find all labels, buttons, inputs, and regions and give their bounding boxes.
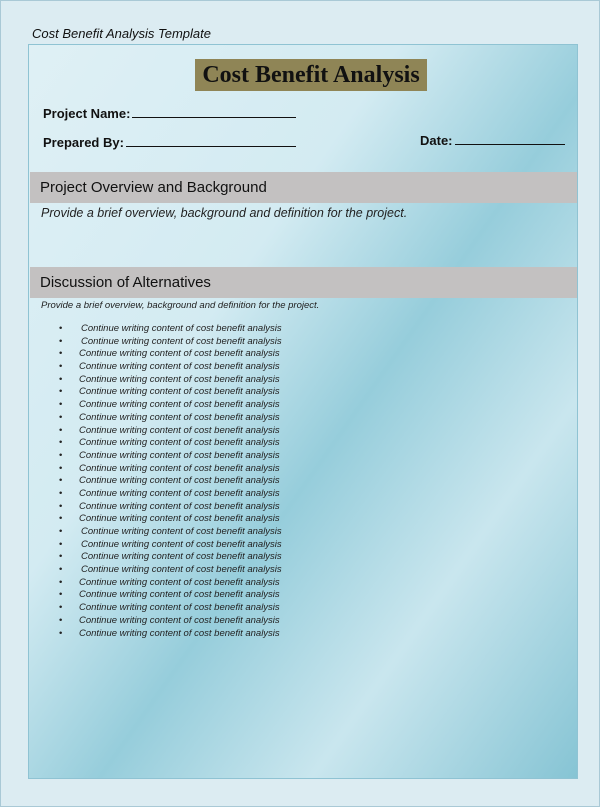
bullet-icon: • — [59, 361, 63, 373]
bullet-item — [59, 539, 282, 552]
bullet-item — [59, 348, 282, 361]
bullet-text: Continue writing content of cost benefit analysis — [79, 399, 280, 411]
bullet-text: Continue writing content of cost benefit analysis — [81, 335, 282, 347]
bullet-icon: • — [59, 475, 63, 487]
bullet-text: Continue writing content of cost benefit analysis — [81, 564, 282, 576]
overview-description: Provide a brief overview, background and definition for the project. — [41, 206, 408, 220]
bullet-item — [59, 577, 282, 590]
bullet-item — [59, 513, 282, 526]
bullet-item — [59, 386, 282, 399]
prepared-by-field[interactable] — [43, 134, 296, 150]
bullet-text: Continue writing content of cost benefit analysis — [79, 487, 280, 499]
project-name-label: Project Name: — [43, 106, 131, 121]
project-name-field[interactable] — [43, 105, 296, 121]
bullet-item — [59, 602, 282, 615]
bullet-text: Continue writing content of cost benefit analysis — [79, 348, 280, 360]
bullet-icon: • — [59, 449, 63, 461]
bullet-icon: • — [59, 373, 63, 385]
bullet-text: Continue writing content of cost benefit analysis — [79, 361, 280, 373]
bullet-icon: • — [59, 513, 63, 525]
project-name-line[interactable] — [132, 105, 296, 118]
bullet-item — [59, 475, 282, 488]
bullet-icon: • — [59, 576, 63, 588]
bullet-icon: • — [59, 551, 63, 563]
alternatives-bullet-list — [59, 323, 282, 640]
bullet-icon: • — [59, 437, 63, 449]
bullet-text: Continue writing content of cost benefit analysis — [79, 500, 280, 512]
section-heading-overview: Project Overview and Background — [30, 172, 577, 203]
bullet-text: Continue writing content of cost benefit analysis — [79, 576, 280, 588]
bullet-item — [59, 425, 282, 438]
bullet-icon: • — [59, 411, 63, 423]
bullet-icon: • — [59, 335, 63, 347]
bullet-text: Continue writing content of cost benefit analysis — [79, 513, 280, 525]
bullet-item — [59, 437, 282, 450]
bullet-item — [59, 488, 282, 501]
bullet-item — [59, 374, 282, 387]
bullet-icon: • — [59, 424, 63, 436]
alternatives-description: Provide a brief overview, background and definition for the project. — [41, 300, 320, 311]
bullet-text: Continue writing content of cost benefit analysis — [79, 627, 280, 639]
bullet-text: Continue writing content of cost benefit analysis — [79, 475, 280, 487]
bullet-item — [59, 412, 282, 425]
section-heading-alternatives: Discussion of Alternatives — [30, 267, 577, 298]
bullet-icon: • — [59, 399, 63, 411]
bullet-text: Continue writing content of cost benefit analysis — [79, 589, 280, 601]
main-title: Cost Benefit Analysis — [195, 59, 427, 91]
bullet-item — [59, 323, 282, 336]
date-line[interactable] — [455, 132, 565, 145]
bullet-icon: • — [59, 462, 63, 474]
bullet-icon: • — [59, 323, 63, 334]
bullet-item — [59, 526, 282, 539]
bullet-icon: • — [59, 614, 63, 626]
bullet-icon: • — [59, 602, 63, 614]
bullet-item — [59, 336, 282, 349]
bullet-item — [59, 450, 282, 463]
bullet-icon: • — [59, 564, 63, 576]
bullet-text: Continue writing content of cost benefit analysis — [79, 373, 280, 385]
bullet-text: Continue writing content of cost benefit analysis — [79, 614, 280, 626]
bullet-icon: • — [59, 487, 63, 499]
bullet-icon: • — [59, 627, 63, 639]
bullet-icon: • — [59, 526, 63, 537]
bullet-text: Continue writing content of cost benefit analysis — [81, 526, 282, 537]
bullet-item — [59, 628, 282, 641]
bullet-item — [59, 463, 282, 476]
bullet-item — [59, 361, 282, 374]
bullet-item — [59, 564, 282, 577]
bullet-item — [59, 589, 282, 602]
bullet-icon: • — [59, 538, 63, 550]
bullet-icon: • — [59, 589, 63, 601]
bullet-text: Continue writing content of cost benefit analysis — [79, 602, 280, 614]
bullet-item — [59, 501, 282, 514]
bullet-text: Continue writing content of cost benefit analysis — [79, 411, 280, 423]
prepared-by-label: Prepared By: — [43, 135, 124, 150]
bullet-text: Continue writing content of cost benefit analysis — [79, 437, 280, 449]
bullet-item — [59, 399, 282, 412]
bullet-text: Continue writing content of cost benefit analysis — [79, 386, 280, 398]
bullet-text: Continue writing content of cost benefit analysis — [79, 424, 280, 436]
document-page — [28, 44, 578, 779]
bullet-text: Continue writing content of cost benefit analysis — [79, 462, 280, 474]
date-field[interactable] — [420, 132, 565, 148]
prepared-by-line[interactable] — [126, 134, 296, 147]
bullet-icon: • — [59, 348, 63, 360]
bullet-icon: • — [59, 386, 63, 398]
bullet-text: Continue writing content of cost benefit analysis — [79, 449, 280, 461]
bullet-text: Continue writing content of cost benefit analysis — [81, 551, 282, 563]
bullet-text: Continue writing content of cost benefit analysis — [81, 323, 282, 334]
bullet-text: Continue writing content of cost benefit analysis — [81, 538, 282, 550]
date-label: Date: — [420, 133, 453, 148]
bullet-item — [59, 615, 282, 628]
bullet-icon: • — [59, 500, 63, 512]
bullet-item — [59, 551, 282, 564]
template-title: Cost Benefit Analysis Template — [32, 26, 211, 41]
